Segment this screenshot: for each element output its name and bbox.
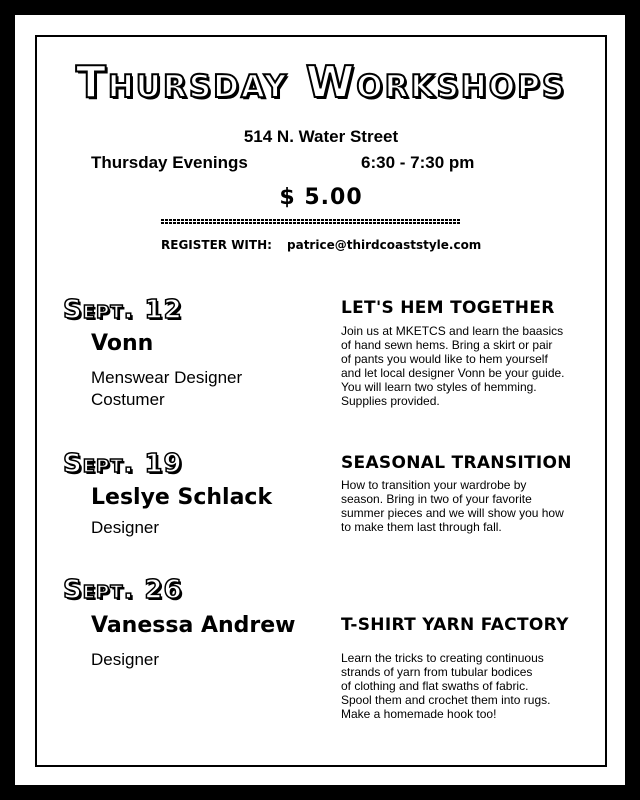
description-line: Make a homemade hook too! — [341, 707, 497, 721]
description-line: of clothing and flat swaths of fabric. — [341, 679, 529, 693]
instructor-role: Designer — [91, 650, 160, 669]
register-label: REGISTER WITH: — [161, 238, 272, 252]
register-email[interactable]: patrice@thirdcoaststyle.com — [287, 238, 482, 252]
price: $ 5.00 — [279, 185, 363, 210]
description-line: How to transition your wardrobe by — [341, 478, 527, 492]
description-line: summer pieces and we will show you how — [341, 506, 564, 520]
description-line: Learn the tricks to creating continuous — [341, 651, 544, 665]
description-line: Spool them and crochet them into rugs. — [341, 693, 551, 707]
workshop-description — [341, 478, 591, 534]
workshop-title: SEASONAL TRANSITION — [341, 453, 572, 473]
workshop-description — [341, 651, 591, 721]
instructor-roles — [91, 517, 159, 539]
description-line: season. Bring in two of your favorite — [341, 492, 532, 506]
address: 514 N. Water Street — [243, 127, 399, 146]
schedule-day: Thursday Evenings — [91, 153, 248, 172]
divider — [161, 219, 461, 224]
workshop-title: T-SHIRT YARN FACTORY — [341, 615, 569, 635]
workshop-description — [341, 324, 591, 408]
description-line: of hand sewn hems. Bring a skirt or pair — [341, 338, 553, 352]
workshop-date: Sept. 26 — [63, 575, 183, 605]
instructor-role: Costumer — [91, 390, 165, 409]
description-line: strands of yarn from tubular bodices — [341, 665, 533, 679]
instructor-roles — [91, 367, 242, 411]
description-line: Supplies provided. — [341, 394, 440, 408]
workshop-date: Sept. 12 — [63, 295, 183, 325]
instructor-role: Designer — [91, 518, 160, 537]
instructor-role: Menswear Designer — [91, 368, 243, 387]
description-line: You will learn two styles of hemming. — [341, 380, 537, 394]
description-line: and let local designer Vonn be your guide. — [341, 366, 565, 380]
workshop-date: Sept. 19 — [63, 449, 183, 479]
description-line: to make them last through fall. — [341, 520, 502, 534]
flyer-page — [14, 14, 626, 786]
instructor-name: Vonn — [91, 331, 154, 356]
workshop-title: LET'S HEM TOGETHER — [341, 298, 555, 318]
description-line: Join us at MKETCS and learn the baasics — [341, 324, 564, 338]
schedule-time: 6:30 - 7:30 pm — [361, 153, 475, 172]
flyer-title: Thursday Workshops — [75, 57, 567, 108]
instructor-name: Leslye Schlack — [91, 485, 273, 510]
instructor-roles — [91, 649, 159, 671]
description-line: of pants you would like to hem yourself — [341, 352, 548, 366]
instructor-name: Vanessa Andrew — [91, 613, 296, 638]
